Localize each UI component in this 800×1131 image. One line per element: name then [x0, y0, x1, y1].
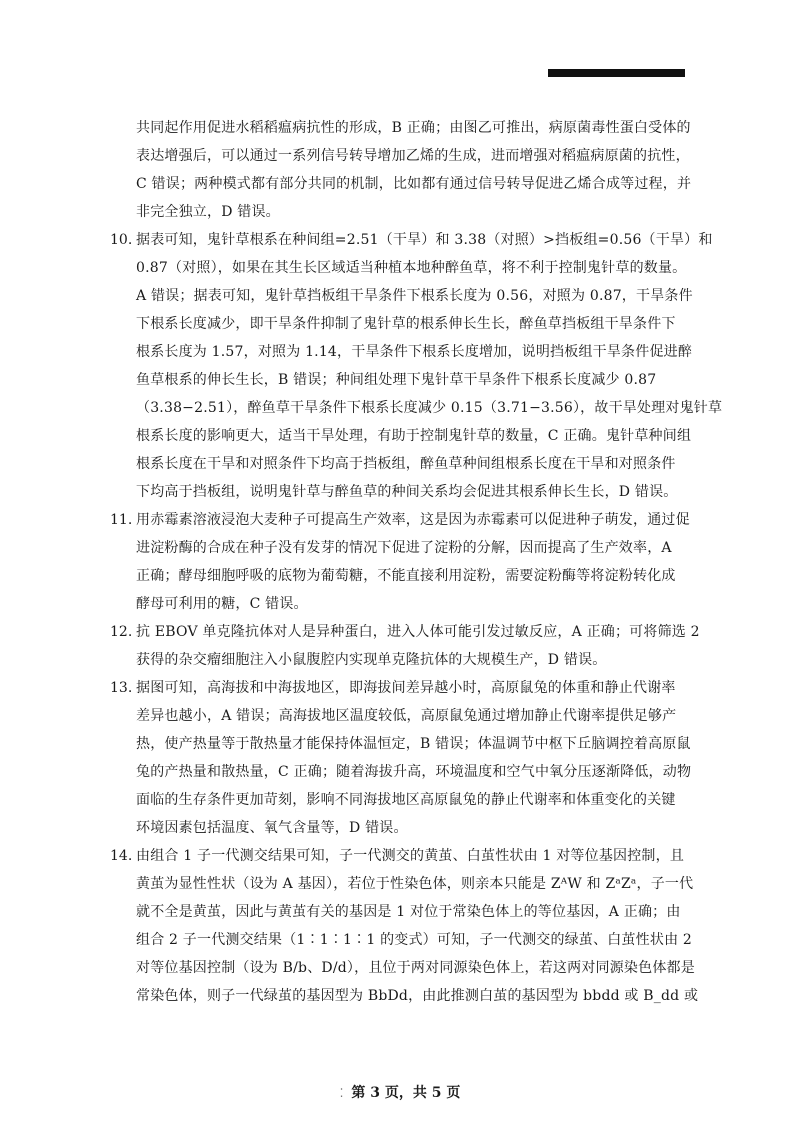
- text-line: 鱼草根系的伸长生长，B 错误；种间组处理下鬼针草干旱条件下根系长度减少 0.87: [136, 372, 657, 388]
- text-line: 就不全是黄茧，因此与黄茧有关的基因是 1 对位于常染色体上的等位基因，A 正确；由: [136, 904, 681, 920]
- text-line: 酵母可利用的糖，C 错误。: [136, 596, 308, 612]
- text-line: 下根系长度减少，即干旱条件抑制了鬼针草的根系伸长生长，醉鱼草挡板组干旱条件下: [136, 316, 676, 332]
- text-line: 根系长度在干旱和对照条件下均高于挡板组，醉鱼草种间组根系长度在干旱和对照条件: [136, 456, 676, 472]
- text-line: 环境因素包括温度、氧气含量等，D 错误。: [136, 820, 408, 836]
- text-line: 据表可知，鬼针草根系在种间组=2.51（干旱）和 3.38（对照）>挡板组=0.56（干旱）和: [136, 232, 713, 248]
- text-line: 常染色体，则子一代绿茧的基因型为 BbDd，由此推测白茧的基因型为 bbdd 或 B_dd 或: [136, 988, 699, 1004]
- text-line: 下均高于挡板组，说明鬼针草与醉鱼草的种间关系均会促进其根系伸长生长，D 错误。: [136, 484, 678, 500]
- text-line: A 错误；据表可知，鬼针草挡板组干旱条件下根系长度为 0.56，对照为 0.87，干旱条件: [136, 288, 693, 304]
- text-line: 黄茧为显性性状（设为 A 基因），若位于性染色体，则亲本只能是 ZᴬW 和 ZᵃZᵃ，子一代: [136, 876, 694, 892]
- page-number: 第 3 页，共 5 页: [351, 1085, 461, 1101]
- text-line: 0.87（对照），如果在其生长区域适当种植本地种醉鱼草，将不利于控制鬼针草的数量。: [136, 260, 687, 276]
- text-line: 非完全独立，D 错误。: [136, 204, 280, 220]
- item-number: 13.: [110, 680, 133, 696]
- text-line: 用赤霉素溶液浸泡大麦种子可提高生产效率，这是因为赤霉素可以促进种子萌发，通过促: [136, 512, 690, 528]
- text-line: 据图可知，高海拔和中海拔地区，即海拔间差异越小时，高原鼠兔的体重和静止代谢率: [136, 680, 676, 696]
- text-line: 表达增强后，可以通过一系列信号转导增加乙烯的生成，进而增强对稻瘟病原菌的抗性，: [136, 148, 690, 164]
- footer-marker: ⁚: [339, 1086, 344, 1100]
- item-number: 11.: [110, 512, 133, 528]
- text-line: 根系长度为 1.57，对照为 1.14，干旱条件下根系长度增加，说明挡板组干旱条件促进醉: [136, 344, 693, 360]
- text-line: 对等位基因控制（设为 B/b、D/d），且位于两对同源染色体上，若这两对同源染色体都是: [136, 960, 695, 976]
- text-line: 共同起作用促进水稻稻瘟病抗性的形成，B 正确；由图乙可推出，病原菌毒性蛋白受体的: [136, 120, 691, 136]
- text-line: 面临的生存条件更加苛刻，影响不同海拔地区高原鼠兔的静止代谢率和体重变化的关键: [136, 792, 676, 808]
- text-line: 差异也越小，A 错误；高海拔地区温度较低，高原鼠兔通过增加静止代谢率提供足够产: [136, 708, 677, 724]
- text-line: 热，使产热量等于散热量才能保持体温恒定，B 错误；体温调节中枢下丘脑调控着高原鼠: [136, 736, 691, 752]
- item-number: 10.: [110, 232, 133, 248]
- text-line: 进淀粉酶的合成在种子没有发芽的情况下促进了淀粉的分解，因而提高了生产效率，A: [136, 540, 672, 556]
- page-footer: [0, 1082, 800, 1102]
- text-line: 组合 2 子一代测交结果（1∶1∶1∶1 的变式）可知，子一代测交的绿茧、白茧性状由 2: [136, 932, 693, 948]
- item-number: 12.: [110, 624, 133, 640]
- text-line: 由组合 1 子一代测交结果可知，子一代测交的黄茧、白茧性状由 1 对等位基因控制，且: [136, 848, 685, 864]
- text-line: 根系长度的影响更大，适当干旱处理，有助于控制鬼针草的数量，C 正确。鬼针草种间组: [136, 428, 692, 444]
- header-bar: [548, 69, 685, 77]
- text-line: 抗 EBOV 单克隆抗体对人是异种蛋白，进入人体可能引发过敏反应，A 正确；可将筛选 2: [136, 624, 700, 640]
- text-line: C 错误；两种模式都有部分共同的机制，比如都有通过信号转导促进乙烯合成等过程，并: [136, 176, 692, 192]
- text-line: （3.38−2.51），醉鱼草干旱条件下根系长度减少 0.15（3.71−3.56），故干旱处理对鬼针草: [136, 400, 723, 416]
- text-line: 正确；酵母细胞呼吸的底物为葡萄糖，不能直接利用淀粉，需要淀粉酶等将淀粉转化成: [136, 568, 676, 584]
- text-line: 兔的产热量和散热量，C 正确；随着海拔升高，环境温度和空气中氧分压逐渐降低，动物: [136, 764, 692, 780]
- item-number: 14.: [110, 848, 133, 864]
- text-line: 获得的杂交瘤细胞注入小鼠腹腔内实现单克隆抗体的大规模生产，D 错误。: [136, 652, 607, 668]
